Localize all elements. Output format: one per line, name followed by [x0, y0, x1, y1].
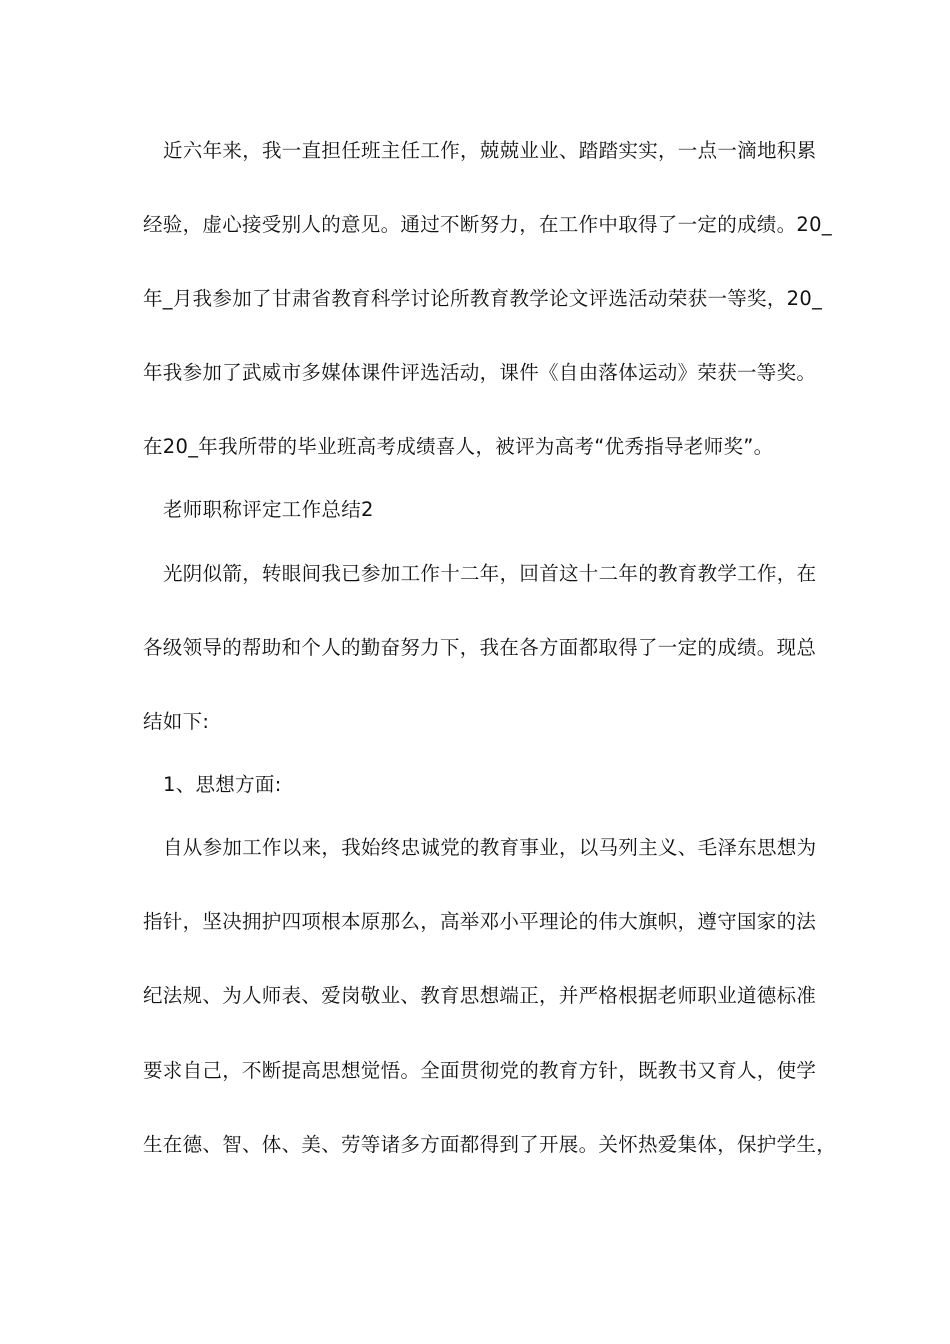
paragraph-3-line-2: 指针，坚决拥护四项根本原那么，高举邓小平理论的伟大旗帜，遵守国家的法 — [143, 910, 817, 933]
paragraph-1-line-2: 经验，虚心接受别人的意见。通过不断努力，在工作中取得了一定的成绩。20_ — [143, 213, 832, 236]
paragraph-2-line-2: 各级领导的帮助和个人的勤奋努力下，我在各方面都取得了一定的成绩。现总 — [143, 636, 817, 659]
paragraph-3-line-4: 要求自己，不断提高思想觉悟。全面贯彻党的教育方针，既教书又育人，使学 — [143, 1059, 817, 1082]
paragraph-1-line-4: 年我参加了武威市多媒体课件评选活动，课件《自由落体运动》荣获一等奖。 — [143, 361, 817, 384]
paragraph-3-line-5: 生在德、智、体、美、劳等诸多方面都得到了开展。关怀热爱集体，保护学生， — [143, 1133, 837, 1156]
section-title: 老师职称评定工作总结2 — [163, 498, 374, 521]
paragraph-3-line-3: 纪法规、为人师表、爱岗敬业、教育思想端正，并严格根据老师职业道德标准 — [143, 984, 817, 1007]
paragraph-1-line-3: 年_月我参加了甘肃省教育科学讨论所教育教学论文评选活动荣获一等奖，20_ — [143, 287, 823, 310]
paragraph-1-line-5: 在20_年我所带的毕业班高考成绩喜人，被评为高考“优秀指导老师奖”。 — [143, 435, 774, 458]
subheading-ideology: 1、思想方面: — [163, 773, 282, 796]
paragraph-1-line-1: 近六年来，我一直担任班主任工作，兢兢业业、踏踏实实，一点一滴地积累 — [163, 139, 817, 162]
paragraph-3-line-1: 自从参加工作以来，我始终忠诚党的教育事业，以马列主义、毛泽东思想为 — [163, 836, 817, 859]
paragraph-2-line-1: 光阴似箭，转眼间我已参加工作十二年，回首这十二年的教育教学工作，在 — [163, 562, 817, 585]
paragraph-2-line-3: 结如下: — [143, 710, 210, 733]
